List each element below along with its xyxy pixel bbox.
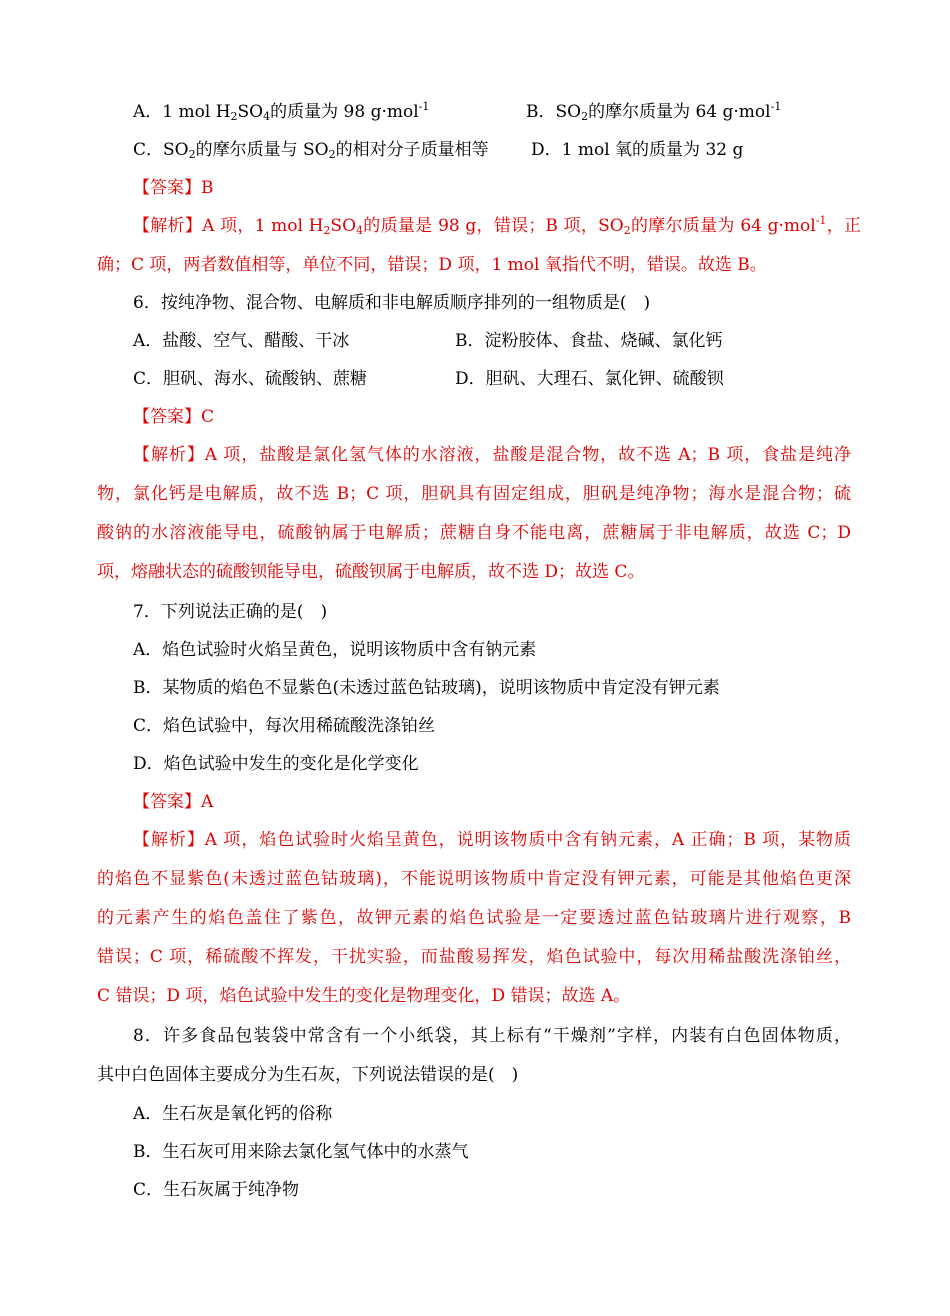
q5-option-b: B．$SO_2$的摩尔质量为 64 g·mol$^{-1}$ xyxy=(526,100,782,123)
q7-explanation-line-5: C 错误；D 项，焰色试验中发生的变化是物理变化，D 错误；故选 A。 xyxy=(97,986,631,1006)
q6-stem: 6．按纯净物、混合物、电解质和非电解质顺序排列的一组物质是( ) xyxy=(133,293,651,313)
q7-option-b: B．某物质的焰色不显紫色(未透过蓝色钴玻璃)，说明该物质中肯定没有钾元素 xyxy=(133,678,720,698)
q8-stem-line-1: 8．许多食品包装袋中常含有一个小纸袋，其上标有“干燥剂”字样，内装有白色固体物质， xyxy=(133,1026,851,1046)
q7-explanation-line-2: 的焰色不显紫色(未透过蓝色钴玻璃)，不能说明该物质中肯定没有钾元素，可能是其他焰色更深 xyxy=(97,869,851,889)
q7-option-a: A．焰色试验时火焰呈黄色，说明该物质中含有钠元素 xyxy=(133,640,537,660)
q8-option-b: B．生石灰可用来除去氯化氢气体中的水蒸气 xyxy=(133,1142,469,1162)
q8-option-c: C．生石灰属于纯净物 xyxy=(133,1180,300,1200)
q8-stem-line-2: 其中白色固体主要成分为生石灰，下列说法错误的是( ) xyxy=(97,1065,519,1085)
q8-option-a: A．生石灰是氧化钙的俗称 xyxy=(133,1104,333,1124)
q6-answer: 【答案】C xyxy=(133,407,215,427)
q6-option-a: A．盐酸、空气、醋酸、干冰 xyxy=(133,331,350,351)
q7-explanation-line-4: 错误；C 项，稀硫酸不挥发，干扰实验，而盐酸易挥发，焰色试验中，每次用稀盐酸洗涤铂丝， xyxy=(97,947,851,967)
q6-option-c: C．胆矾、海水、硫酸钠、蔗糖 xyxy=(133,369,368,389)
q7-option-c: C．焰色试验中，每次用稀硫酸洗涤铂丝 xyxy=(133,716,436,736)
q6-option-d: D．胆矾、大理石、氯化钾、硫酸钡 xyxy=(455,369,724,389)
q5-option-a: A．1 mol $H_2SO_4$的质量为 98 g·mol$^{-1}$ xyxy=(133,100,430,123)
q6-explanation-line-2: 物，氯化钙是电解质，故不选 B；C 项，胆矾具有固定组成，胆矾是纯净物；海水是混合物；硫 xyxy=(97,484,851,504)
q5-explanation-line-2: 确；C 项，两者数值相等，单位不同，错误；D 项，1 mol 氧指代不明，错误。故选 B。 xyxy=(97,255,767,275)
q7-answer: 【答案】A xyxy=(133,792,214,812)
q6-explanation-line-4: 项，熔融状态的硫酸钡能导电，硫酸钡属于电解质，故不选 D；故选 C。 xyxy=(97,562,645,582)
q7-explanation-line-3: 的元素产生的焰色盖住了紫色，故钾元素的焰色试验是一定要透过蓝色钴玻璃片进行观察，B xyxy=(97,908,851,928)
q7-option-d: D．焰色试验中发生的变化是化学变化 xyxy=(133,754,419,774)
q5-option-c: C．$SO_2$的摩尔质量与 $SO_2$的相对分子质量相等 xyxy=(133,140,489,161)
q5-answer: 【答案】B xyxy=(133,178,214,198)
q6-option-b: B．淀粉胶体、食盐、烧碱、氯化钙 xyxy=(455,331,723,351)
q6-explanation-line-3: 酸钠的水溶液能导电，硫酸钠属于电解质；蔗糖自身不能电离，蔗糖属于非电解质，故选 C；D xyxy=(97,523,851,543)
q7-explanation-line-1: 【解析】A 项，焰色试验时火焰呈黄色，说明该物质中含有钠元素，A 正确；B 项，某物质 xyxy=(133,830,851,850)
q5-explanation-line-1: 【解析】A 项，1 mol $H_2SO_4$的质量是 98 g，错误；B 项，$SO_2$的摩尔质量为 64 g·mol$^{-1}$，正 xyxy=(133,214,861,237)
q5-option-d: D．1 mol 氧的质量为 32 g xyxy=(531,140,744,160)
q6-explanation-line-1: 【解析】A 项，盐酸是氯化氢气体的水溶液，盐酸是混合物，故不选 A；B 项，食盐是纯净 xyxy=(133,445,851,465)
q7-stem: 7．下列说法正确的是( ) xyxy=(133,602,328,622)
